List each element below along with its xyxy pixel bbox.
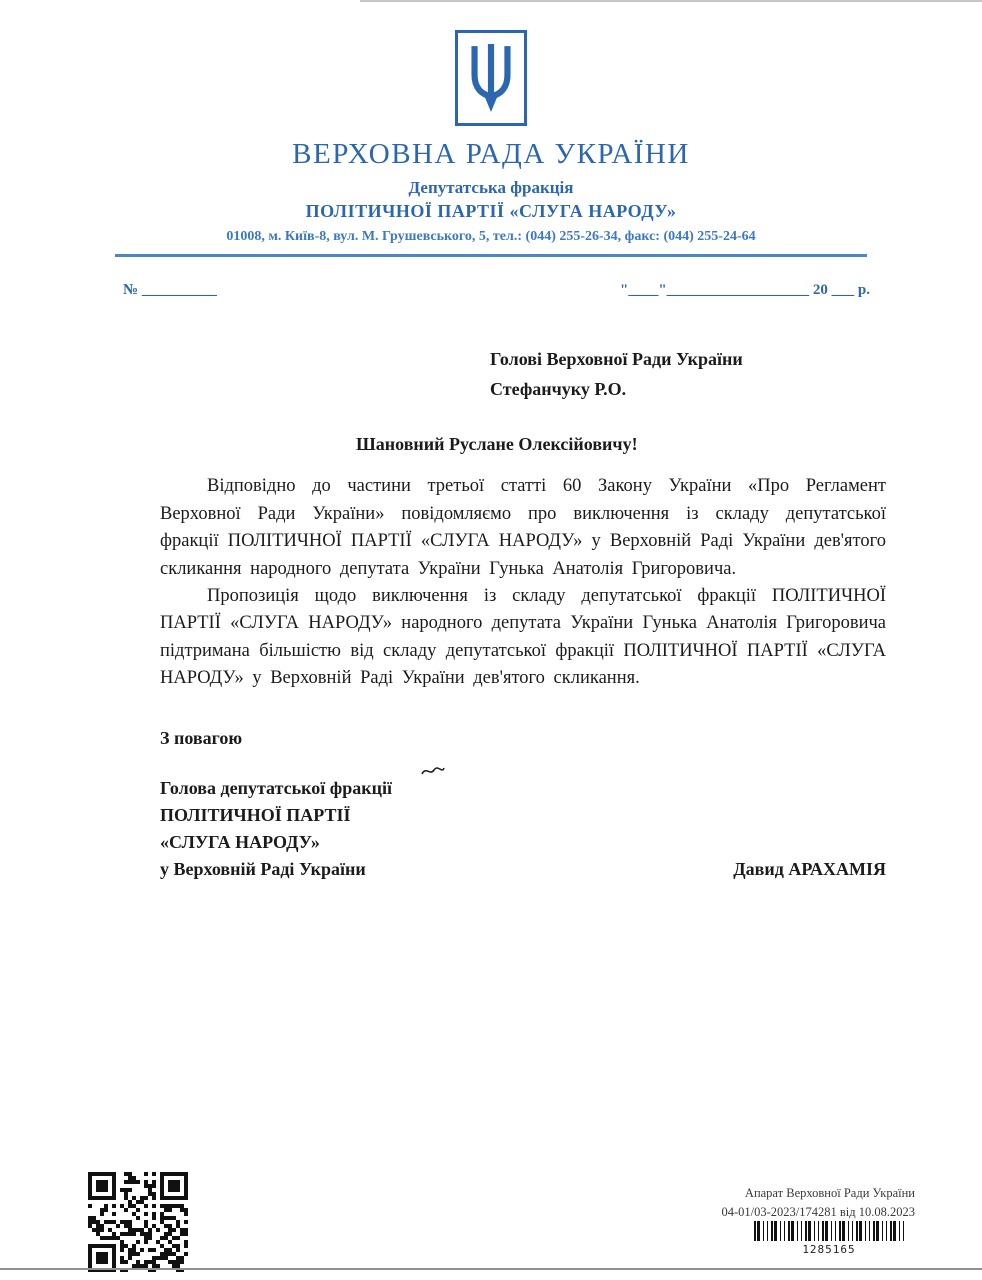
salutation: Шановний Руслане Олексійовичу! [356, 434, 638, 455]
faction-name: ПОЛІТИЧНОЇ ПАРТІЇ «СЛУГА НАРОДУ» [305, 201, 677, 221]
signer-name: Давид АРАХАМІЯ [733, 859, 886, 880]
coat-of-arms-frame [455, 30, 527, 126]
faction-subtitle: Депутатська фракція [408, 178, 574, 197]
trident-icon [468, 42, 514, 114]
stamp-line: 04-01/03-2023/174281 від 10.08.2023 [721, 1205, 915, 1220]
signature-block [160, 775, 886, 883]
header-rule [115, 254, 867, 257]
body-paragraph: Відповідно до частини третьої статті 60 Закону України «Про Регламент Верховної Ради України» повідомляємо про виключення із складу депутатської фракції ПОЛІТИЧНОЇ ПАРТІЇ «СЛУГА НАРОДУ» у Верховній Раді України дев'ятого скликання народного депутата України Гунька Анатолія Григоровича. [160, 476, 886, 579]
signature-title-line: у Верховній Раді України [160, 859, 366, 880]
signature-title-line: ПОЛІТИЧНОЇ ПАРТІЇ [160, 805, 351, 826]
recipient-block [490, 345, 982, 404]
body-paragraph: Пропозиція щодо виключення із складу депутатської фракції ПОЛІТИЧНОЇ ПАРТІЇ «СЛУГА НАРОДУ» народного депутата України Гунька Анатолія Григоровича підтримана більшістю від складу депутатської фракції ПОЛІТИЧНОЇ ПАРТІЇ «СЛУГА НАРОДУ» у Верховній Раді України дев'ятого скликання. [160, 585, 886, 688]
letterhead [0, 0, 982, 257]
ref-number: № __________ [123, 282, 217, 298]
reference-row [123, 282, 870, 299]
stamp-line: Апарат Верховної Ради України [744, 1186, 915, 1200]
barcode [754, 1221, 904, 1241]
page-title: ВЕРХОВНА РАДА УКРАЇНИ [292, 138, 690, 170]
address-line: 01008, м. Київ-8, вул. М. Грушевського, 5, тел.: (044) 255-26-34, факс: (044) 255-24-64 [226, 229, 756, 244]
qr-code [88, 1172, 188, 1272]
ref-date: "____"___________________ 20 ___ р. [620, 282, 870, 298]
recipient-line: Стефанчуку Р.О. [490, 378, 627, 399]
stamp-text [721, 1184, 915, 1223]
barcode-number: 1285165 [802, 1243, 856, 1256]
signature-mark [420, 764, 446, 778]
scan-artifact-top [360, 0, 982, 2]
scan-artifact-bottom [0, 1268, 982, 1270]
barcode-block [744, 1221, 914, 1256]
signature-title-line: «СЛУГА НАРОДУ» [160, 832, 320, 853]
closing: З повагою [160, 728, 243, 749]
recipient-line: Голові Верховної Ради України [490, 349, 743, 369]
signature-title-line: Голова депутатської фракції [160, 778, 392, 799]
